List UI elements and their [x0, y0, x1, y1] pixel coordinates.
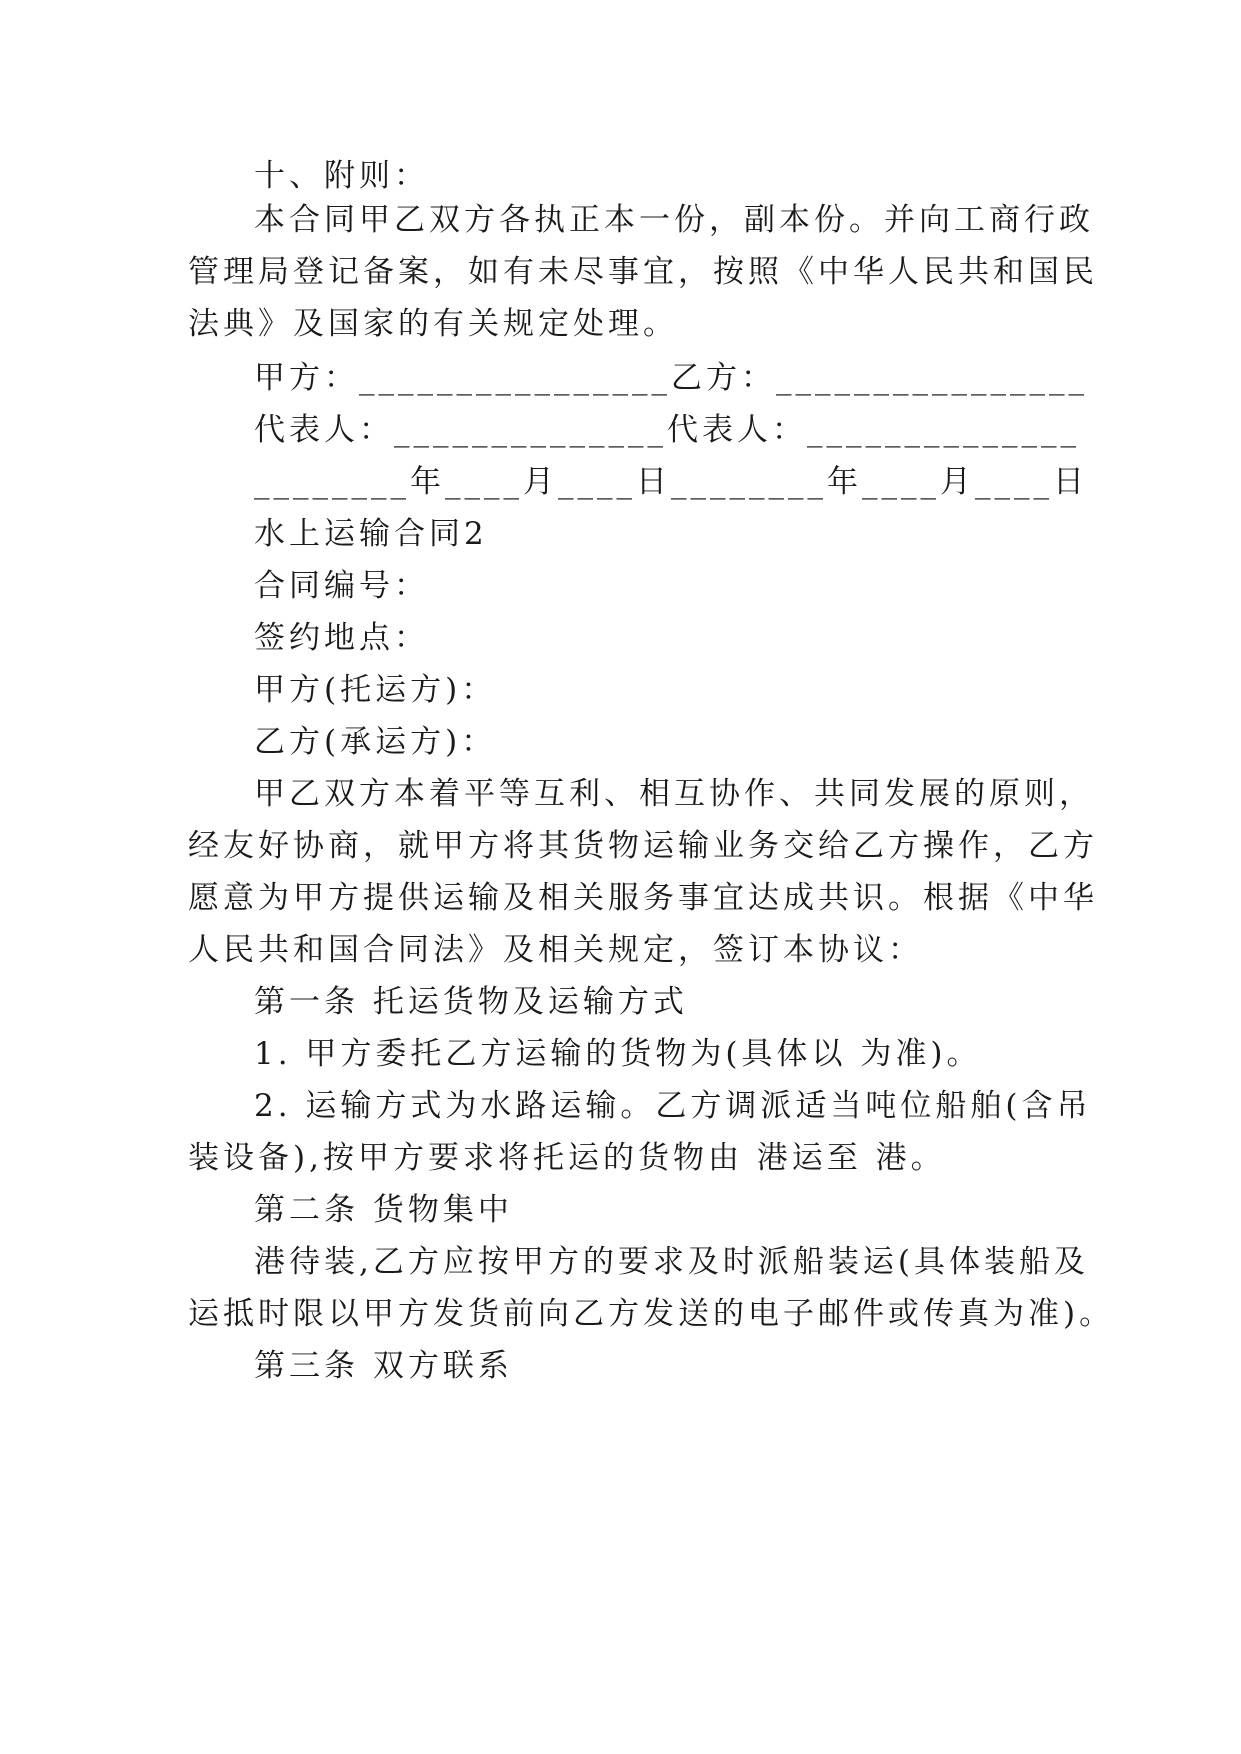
article-heading: 第一条 托运货物及运输方式 [254, 984, 688, 1020]
paragraph-line: 港待装,乙方应按甲方的要求及时派船装运(具体装船及 [254, 1244, 1089, 1280]
party-a-field: 甲方(托运方)： [254, 672, 497, 708]
paragraph-line: 甲乙双方本着平等互利、相互协作、共同发展的原则， [254, 776, 1094, 812]
paragraph-line: 经友好协商，就甲方将其货物运输业务交给乙方操作，乙方 [188, 828, 1098, 864]
clause-line: 装设备),按甲方要求将托运的货物由 港运至 港。 [188, 1140, 946, 1176]
paragraph-line: 愿意为甲方提供运输及相关服务事宜达成共识。根据《中华 [188, 880, 1098, 916]
article-heading: 第二条 货物集中 [254, 1192, 513, 1228]
signing-place-field: 签约地点： [254, 620, 429, 656]
party-b-field: 乙方(承运方)： [254, 724, 497, 760]
paragraph-line: 人民共和国合同法》及相关规定，签订本协议： [188, 932, 923, 968]
signature-party-line: 甲方：________________乙方：________________ [254, 360, 1088, 396]
article-heading: 第三条 双方联系 [254, 1348, 513, 1384]
clause-line: 2. 运输方式为水路运输。乙方调派适当吨位船舶(含吊 [254, 1088, 1092, 1124]
clause-line: 1. 甲方委托乙方运输的货物为(具体以 为准)。 [254, 1036, 982, 1072]
paragraph-line: 法典》及国家的有关规定处理。 [188, 306, 678, 342]
paragraph-line: 管理局登记备案，如有未尽事宜，按照《中华人民共和国民 [188, 254, 1098, 290]
signature-date-line: ________年____月____日________年____月____日 [254, 464, 1088, 500]
contract-number-field: 合同编号： [254, 568, 429, 604]
paragraph-line: 本合同甲乙双方各执正本一份，副本份。并向工商行政 [254, 202, 1094, 238]
contract-title: 水上运输合同2 [254, 516, 488, 552]
signature-representative-line: 代表人：______________代表人：______________ [254, 412, 1080, 448]
section-heading-appendix: 十、附则： [254, 158, 429, 194]
paragraph-line: 运抵时限以甲方发货前向乙方发送的电子邮件或传真为准)。 [188, 1296, 1115, 1332]
